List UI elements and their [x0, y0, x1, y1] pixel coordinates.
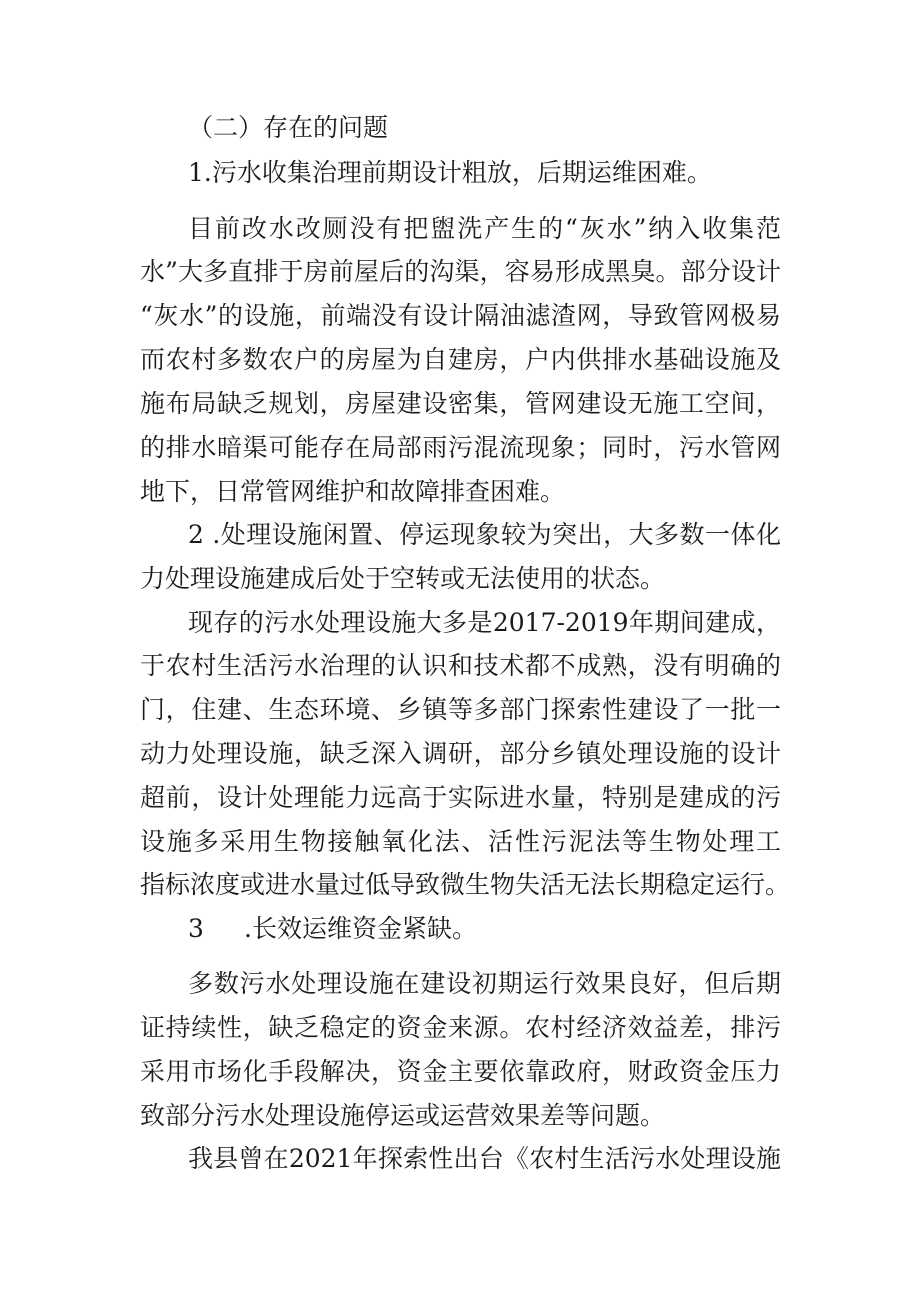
paragraph-line: 现存的污水处理设施大多是2017-2019年期间建成， [188, 608, 781, 637]
problem-3-number: 3 [188, 914, 204, 943]
paragraph-line: 证持续性，缺乏稳定的资金来源。农村经济效益差，排污 [140, 1013, 781, 1042]
paragraph-line: 采用市场化手段解决，资金主要依靠政府，财政资金压力 [140, 1057, 781, 1086]
problem-2-title: 2 .处理设施闲置、停运现象较为突出，大多数一体化 [188, 520, 781, 549]
paragraph-line: 设施多采用生物接触氧化法、活性污泥法等生物处理工 [140, 827, 781, 856]
paragraph-line: 施布局缺乏规划，房屋建设密集，管网建设无施工空间， [140, 389, 781, 418]
paragraph-line: 的排水暗渠可能存在局部雨污混流现象；同时，污水管网 [140, 433, 781, 462]
paragraph-line: 而农村多数农户的房屋为自建房，户内供排水基础设施及 [140, 345, 781, 374]
paragraph-line: 我县曾在2021年探索性出台《农村生活污水处理设施 [188, 1144, 781, 1173]
problem-3-title: .长效运维资金紧缺。 [244, 914, 477, 943]
paragraph-line: 超前，设计处理能力远高于实际进水量，特别是建成的污 [140, 783, 781, 812]
paragraph-line: 于农村生活污水治理的认识和技术都不成熟，没有明确的 [140, 651, 781, 680]
problem-1-title: 1.污水收集治理前期设计粗放，后期运维困难。 [188, 158, 712, 187]
paragraph-line: 目前改水改厕没有把盥洗产生的“灰水”纳入收集范 [188, 214, 781, 243]
problem-2-title: 力处理设施建成后处于空转或无法使用的状态。 [140, 564, 666, 593]
paragraph-line: 水”大多直排于房前屋后的沟渠，容易形成黑臭。部分设计 [140, 257, 781, 286]
section-heading: （二）存在的问题 [188, 113, 389, 142]
paragraph-line: 动力处理设施，缺乏深入调研，部分乡镇处理设施的设计 [140, 739, 781, 768]
paragraph-line: 致部分污水处理设施停运或运营效果差等问题。 [140, 1101, 666, 1130]
paragraph-line: 指标浓度或进水量过低导致微生物失活无法长期稳定运行。 [140, 870, 791, 899]
paragraph-line: 多数污水处理设施在建设初期运行效果良好，但后期 [188, 969, 781, 998]
paragraph-line: “灰水”的设施，前端没有设计隔油滤渣网，导致管网极易 [140, 301, 781, 330]
paragraph-line: 地下，日常管网维护和故障排查困难。 [140, 477, 566, 506]
paragraph-line: 门，住建、生态环境、乡镇等多部门探索性建设了一批一 [140, 695, 781, 724]
